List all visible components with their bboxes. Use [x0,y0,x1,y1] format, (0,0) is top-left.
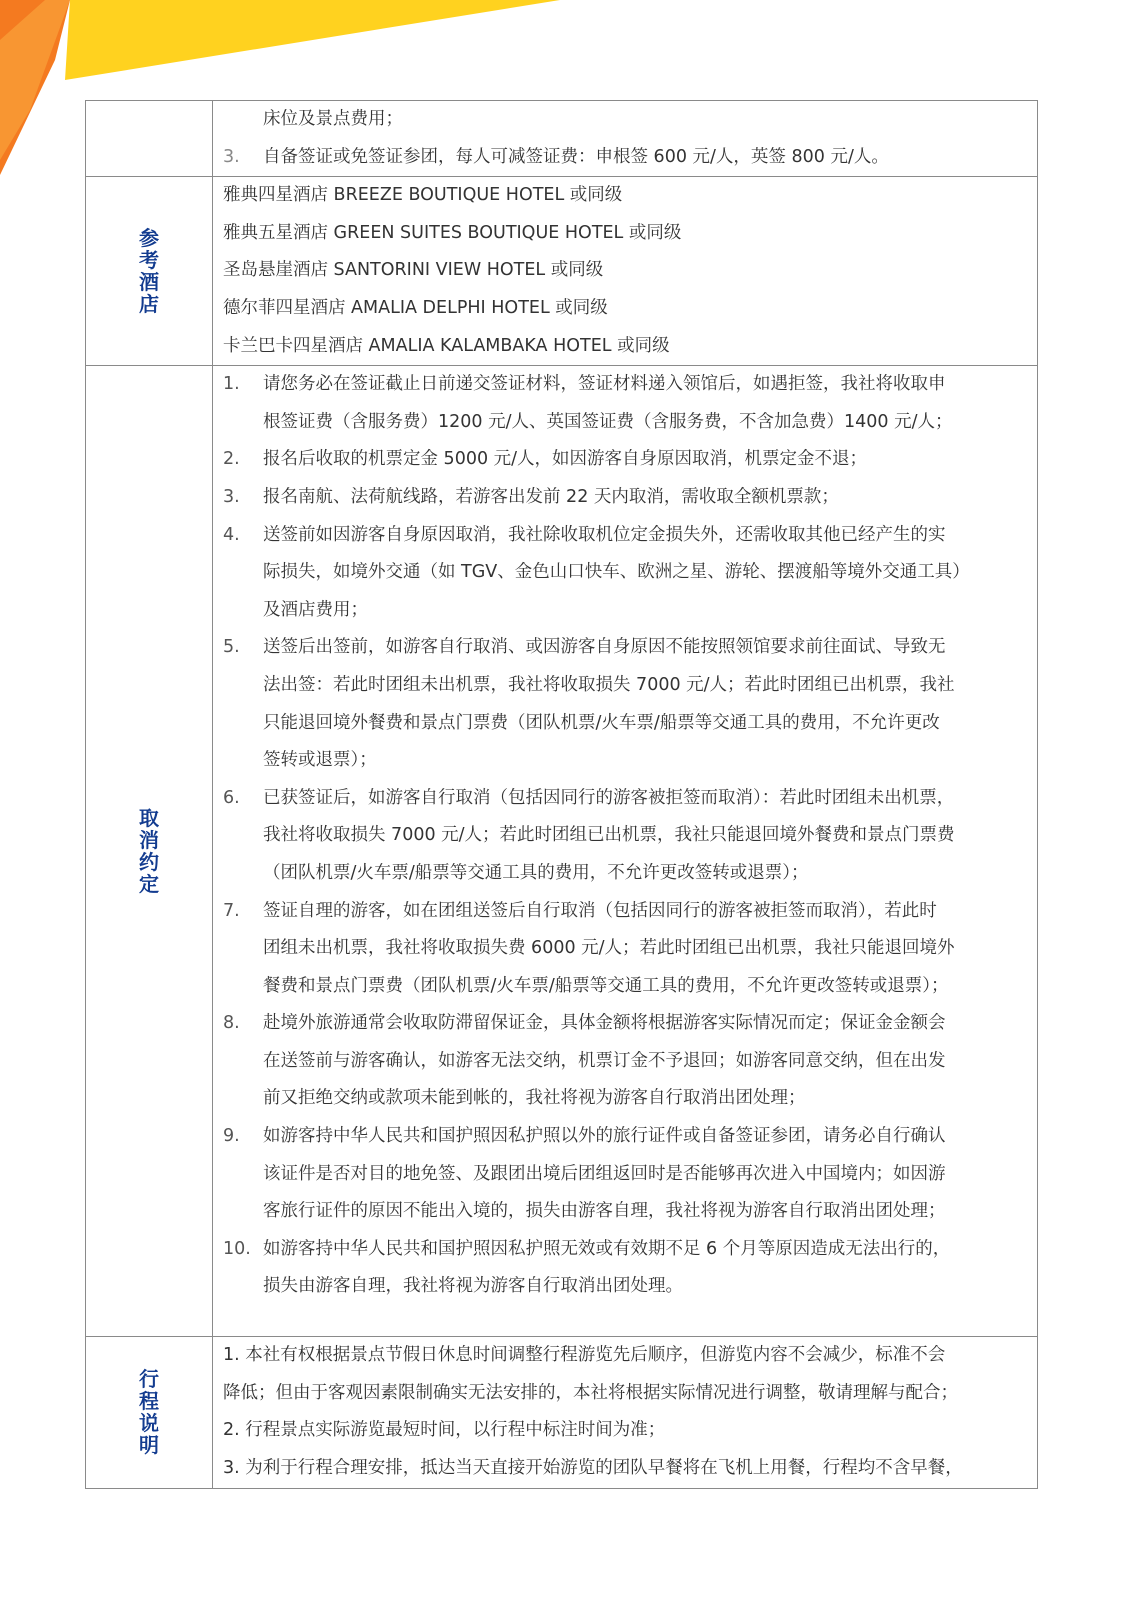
item-text-line: 法出签：若此时团组未出机票，我社将收取损失 7000 元/人；若此时团组已出机票，我社 [263,674,955,695]
item-text-line: 赴境外旅游通常会收取防滞留保证金，具体金额将根据游客实际情况而定；保证金金额会 [263,1013,946,1034]
cancellation-item [223,366,1027,441]
item-number: 10. [223,1238,251,1259]
item-text-line: 损失由游客自理，我社将视为游客自行取消出团处理。 [263,1276,683,1297]
item-number: 9. [223,1126,240,1147]
item-text-line: 在送签前与游客确认，如游客无法交纳，机票订金不予退回；如游客同意交纳，但在出发 [263,1050,946,1071]
itinerary-label: 行程说明 [139,1367,159,1458]
cancellation-label-cell [86,366,213,1337]
hotel-item: 雅典四星酒店 BREEZE BOUTIQUE HOTEL 或同级 [223,185,623,206]
cancellation-item [223,479,1027,517]
item-text-line: 前又拒绝交纳或款项未能到帐的，我社将视为游客自行取消出团处理； [263,1088,806,1109]
itinerary-line: 2. 行程景点实际游览最短时间，以行程中标注时间为准； [223,1420,666,1441]
item-text-line: 我社将收取损失 7000 元/人；若此时团组已出机票，我社只能退回境外餐费和景点门票费 [263,825,955,846]
item-text-line: 签转或退票）； [263,750,377,771]
item-text-line: 已获签证后，如游客自行取消（包括因同行的游客被拒签而取消）：若此时团组未出机票， [263,787,955,808]
cancellation-item [223,1005,1027,1118]
cancellation-item [223,629,1027,779]
itinerary-terms-table [85,100,1038,1489]
hotels-row [86,177,1038,366]
cancellation-content [213,366,1038,1337]
item-text-line: 送签后出签前，如游客自行取消、或因游客自身原因不能按照领馆要求前往面试、导致无 [263,637,946,658]
hotel-item: 卡兰巴卡四星酒店 AMALIA KALAMBAKA HOTEL 或同级 [223,335,670,356]
hotels-label: 参考酒店 [139,226,159,317]
item-number: 8. [223,1013,240,1034]
cancellation-item [223,1118,1027,1231]
item-text-line: 该证件是否对目的地免签、及跟团出境后团组返回时是否能够再次进入中国境内；如因游 [263,1163,946,1184]
hotels-content [213,177,1038,366]
cancellation-item [223,441,1027,479]
itinerary-row [86,1337,1038,1488]
item-text-line: 如游客持中华人民共和国护照因私护照以外的旅行证件或自备签证参团，请务必自行确认 [263,1126,946,1147]
cancellation-item [223,780,1027,893]
continuation-row [86,101,1038,177]
item-text-line: 如游客持中华人民共和国护照因私护照无效或有效期不足 6 个月等原因造成无法出行的， [263,1238,951,1259]
cancellation-item [223,1231,1027,1306]
item-number: 7. [223,900,240,921]
item-text-line: 签证自理的游客，如在团组送签后自行取消（包括因同行的游客被拒签而取消），若此时 [263,900,937,921]
item-text-line: 客旅行证件的原因不能出入境的，损失由游客自理，我社将视为游客自行取消出团处理； [263,1201,946,1222]
itinerary-line: 降低；但由于客观因素限制确实无法安排的，本社将根据实际情况进行调整，敬请理解与配合； [223,1382,958,1403]
itinerary-content [213,1337,1038,1488]
item-number: 4. [223,524,240,545]
continuation-content [213,101,1038,177]
itinerary-line: 3. 为利于行程合理安排，抵达当天直接开始游览的团队早餐将在飞机上用餐，行程均不含早餐， [223,1457,963,1478]
item-text-line: 请您务必在签证截止日前递交签证材料，签证材料递入领馆后，如遇拒签，我社将收取申 [263,374,946,395]
item-text-line: 餐费和景点门票费（团队机票/火车票/船票等交通工具的费用，不允许更改签转或退票）； [263,975,949,996]
item-number: 3. [223,146,240,167]
itinerary-label-cell [86,1337,213,1488]
yellow-stripe [65,0,560,80]
cancellation-item [223,893,1027,1006]
item-text-line: 送签前如因游客自身原因取消，我社除收取机位定金损失外，还需收取其他已经产生的实 [263,524,946,545]
item-text: 自备签证或免签证参团，每人可减签证费：申根签 600 元/人，英签 800 元/人。 [263,146,889,167]
item-text-line: 及酒店费用； [263,599,368,620]
item-number: 6. [223,787,240,808]
empty-label-cell [86,101,213,177]
item-text-line: （团队机票/火车票/船票等交通工具的费用，不允许更改签转或退票）； [263,862,809,883]
item-number: 1. [223,374,240,395]
item-number: 3. [223,486,240,507]
hotel-item: 圣岛悬崖酒店 SANTORINI VIEW HOTEL 或同级 [223,260,604,281]
continuation-line: 床位及景点费用； [263,109,403,129]
cancellation-item [223,517,1027,630]
item-text-line: 根签证费（含服务费）1200 元/人、英国签证费（含服务费，不含加急费）1400 元/人； [263,411,953,432]
item-number: 2. [223,449,240,470]
hotel-item: 德尔菲四星酒店 AMALIA DELPHI HOTEL 或同级 [223,297,608,318]
cancellation-label: 取消约定 [139,806,159,897]
item-text-line: 际损失，如境外交通（如 TGV、金色山口快车、欧洲之星、游轮、摆渡船等境外交通工具） [263,562,970,583]
item-text-line: 报名南航、法荷航线路，若游客出发前 22 天内取消，需收取全额机票款； [263,486,839,507]
itinerary-line: 1. 本社有权根据景点节假日休息时间调整行程游览先后顺序，但游览内容不会减少，标准不会 [223,1345,946,1366]
hotel-item: 雅典五星酒店 GREEN SUITES BOUTIQUE HOTEL 或同级 [223,222,682,243]
cancellation-row [86,366,1038,1337]
hotels-label-cell [86,177,213,366]
item-text-line: 团组未出机票，我社将收取损失费 6000 元/人；若此时团组已出机票，我社只能退回境外 [263,938,955,959]
item-text-line: 只能退回境外餐费和景点门票费（团队机票/火车票/船票等交通工具的费用，不允许更改 [263,712,940,733]
item-text-line: 报名后收取的机票定金 5000 元/人，如因游客自身原因取消，机票定金不退； [263,449,868,470]
item-number: 5. [223,637,240,658]
